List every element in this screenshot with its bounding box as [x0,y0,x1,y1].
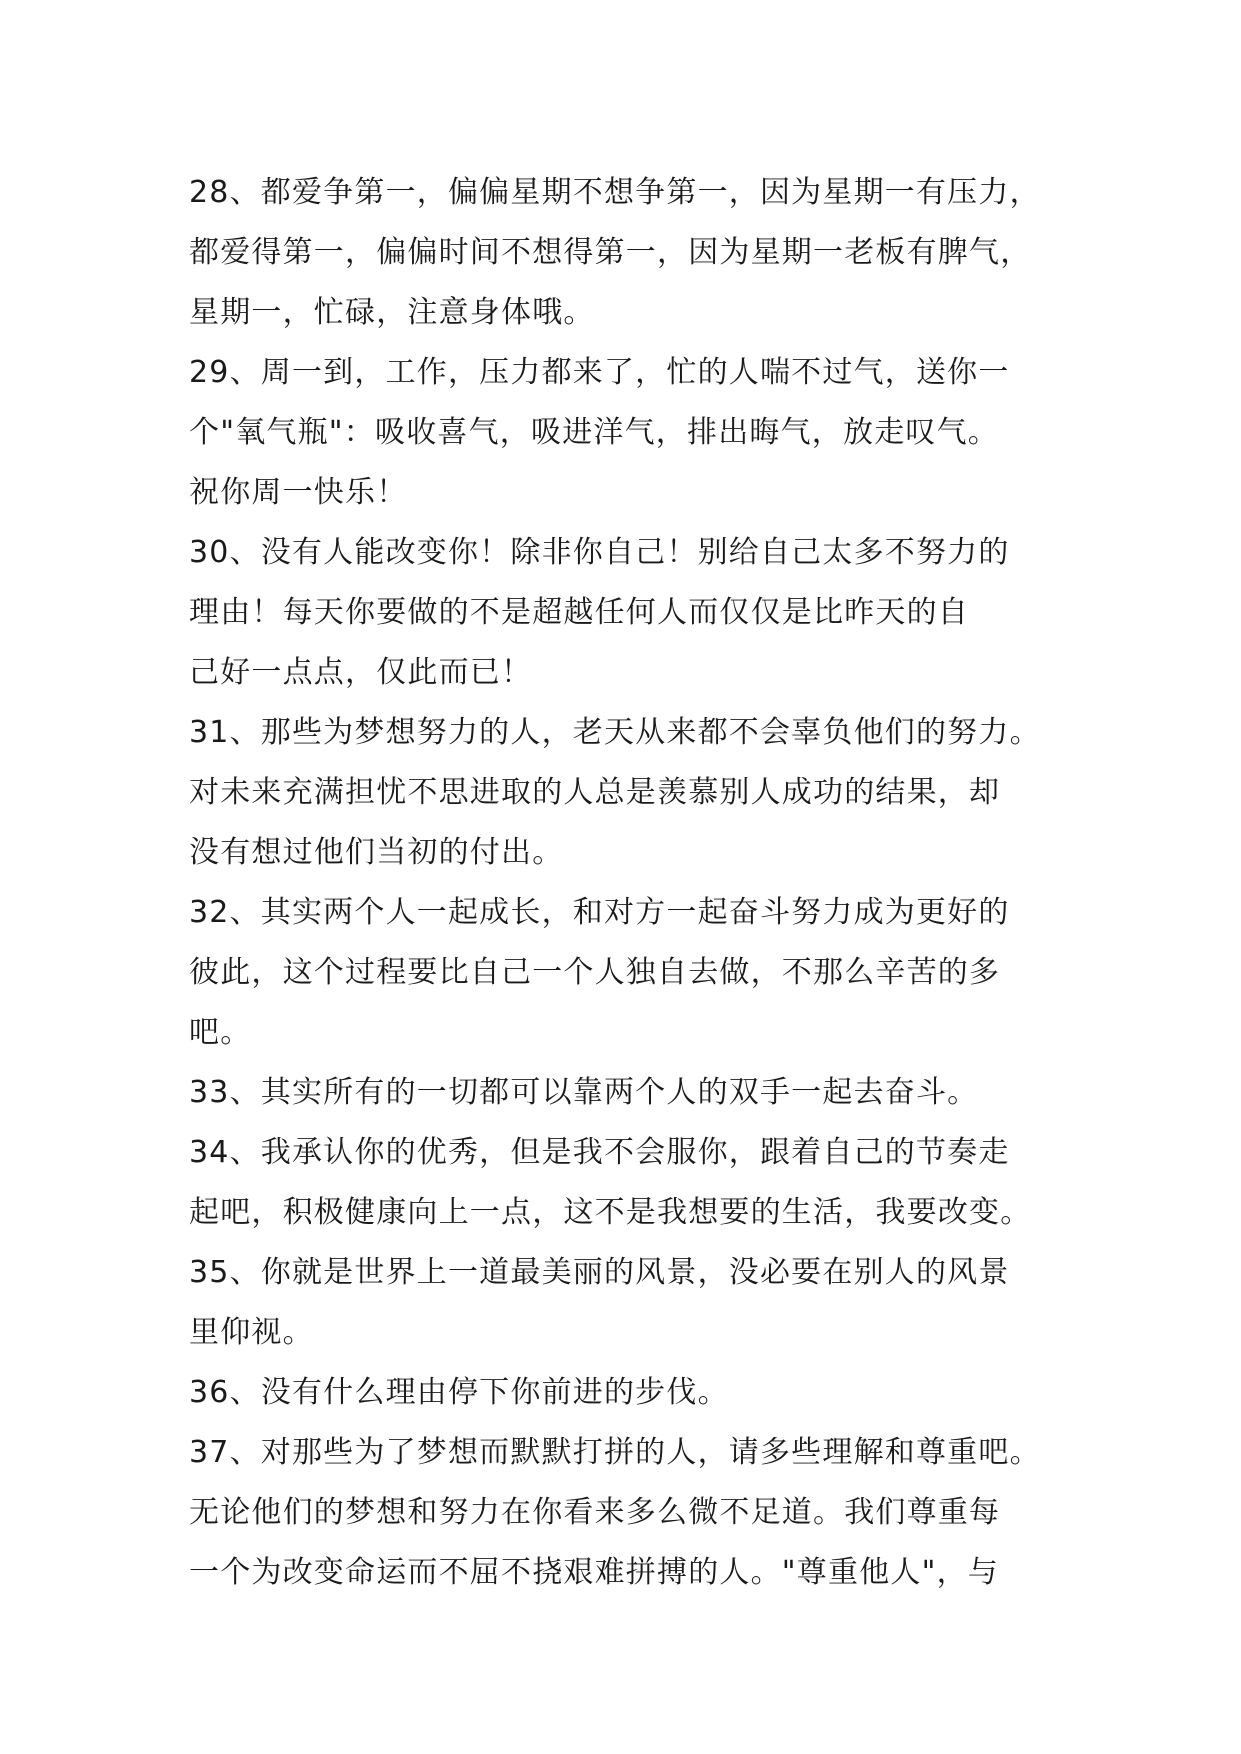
text-line: 祝你周一快乐！ [189,475,408,510]
text-line: 32、其实两个人一起成长，和对方一起奋斗努力成为更好的 [189,895,1010,930]
text-line: 30、没有人能改变你！除非你自己！别给自己太多不努力的 [189,535,1010,570]
text-line: 吧。 [189,1015,252,1050]
text-line: 没有想过他们当初的付出。 [189,835,564,870]
text-line: 彼此，这个过程要比自己一个人独自去做，不那么辛苦的多 [189,955,1001,990]
text-line: 36、没有什么理由停下你前进的步伐。 [189,1375,729,1410]
text-line: 己好一点点，仅此而已！ [189,655,533,690]
text-line: 一个为改变命运而不屈不挠艰难拼搏的人。"尊重他人"，与 [189,1555,999,1590]
text-line: 28、都爱争第一，偏偏星期不想争第一，因为星期一有压力， [189,175,1041,210]
text-line: 理由！每天你要做的不是超越任何人而仅仅是比昨天的自 [189,595,969,630]
text-line: 个"氧气瓶"：吸收喜气，吸进洋气，排出晦气，放走叹气。 [189,415,999,450]
text-line: 33、其实所有的一切都可以靠两个人的双手一起去奋斗。 [189,1075,979,1110]
text-line: 31、那些为梦想努力的人，老天从来都不会辜负他们的努力。 [189,715,1041,750]
text-line: 起吧，积极健康向上一点，这不是我想要的生活，我要改变。 [189,1195,1032,1230]
text-line: 里仰视。 [189,1315,314,1350]
document-body [189,163,1069,1603]
text-line: 对未来充满担忧不思进取的人总是羡慕别人成功的结果，却 [189,775,1001,810]
text-line: 34、我承认你的优秀，但是我不会服你，跟着自己的节奏走 [189,1135,1010,1170]
text-line: 无论他们的梦想和努力在你看来多么微不足道。我们尊重每 [189,1495,1001,1530]
text-line: 35、你就是世界上一道最美丽的风景，没必要在别人的风景 [189,1255,1010,1290]
text-line: 星期一，忙碌，注意身体哦。 [189,295,595,330]
text-line: 都爱得第一，偏偏时间不想得第一，因为星期一老板有脾气， [189,235,1032,270]
text-line: 37、对那些为了梦想而默默打拼的人，请多些理解和尊重吧。 [189,1435,1041,1470]
text-line: 29、周一到，工作，压力都来了，忙的人喘不过气，送你一 [189,355,1010,390]
